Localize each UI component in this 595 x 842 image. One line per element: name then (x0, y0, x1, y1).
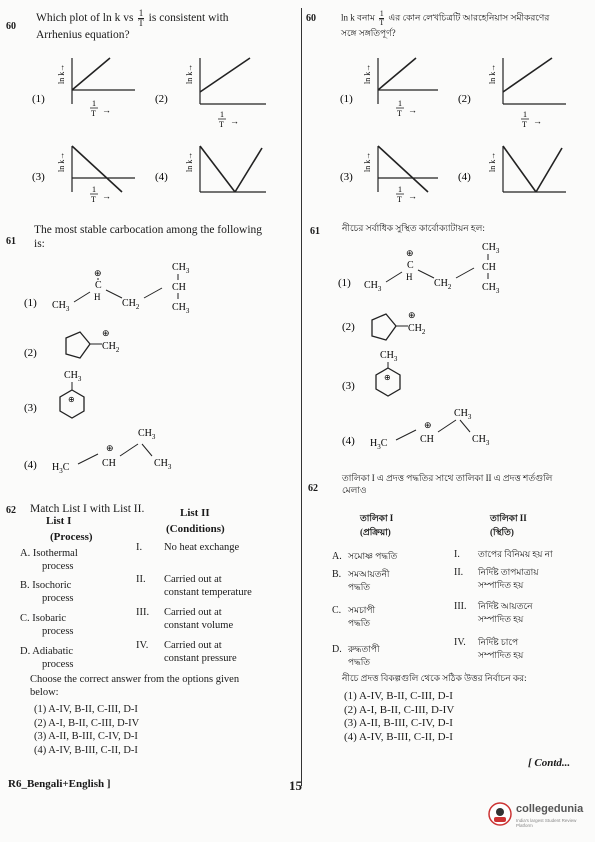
svg-text:CH: CH (102, 458, 116, 469)
q61-structures-en (22, 256, 300, 481)
collegedunia-logo (488, 800, 593, 834)
q62-choose-bn: নীচে প্রদত্ত বিকল্পগুলি থেকে সঠিক উত্তর নির্বাচন কর: (342, 673, 527, 683)
q62-number: 62 (6, 505, 16, 516)
svg-text:1: 1 (398, 99, 402, 108)
svg-text:ln k→: ln k→ (363, 63, 372, 84)
bn-list2-title: তালিকা II (490, 513, 527, 523)
q60-graphs-bn (338, 52, 588, 202)
svg-text:T: T (397, 109, 402, 118)
svg-text:CH3: $CH_3$ (64, 370, 82, 383)
svg-text:(4): (4) (24, 459, 37, 471)
graph-3-en (32, 146, 135, 202)
svg-text:CH3: $CH_3$ (380, 350, 398, 363)
q62-option-1[interactable]: (1) A-IV, B-II, C-III, D-I (34, 704, 138, 715)
svg-text:H3C: $H_3C$ (52, 462, 70, 475)
svg-text:T: T (397, 195, 402, 202)
svg-text:→: → (230, 116, 239, 126)
q62-options-en (34, 703, 139, 757)
list1-item-b: B. Isochoric process (20, 580, 74, 604)
list2-title: List II (180, 507, 210, 519)
svg-text:H: H (406, 272, 413, 282)
q60-text-en: Which plot of ln k vs $\frac{1}{T}$ is consistent with Arrhenius equation? (36, 8, 229, 41)
svg-text:(3): (3) (24, 402, 37, 414)
svg-text:→: → (408, 191, 417, 201)
q61-number: 61 (6, 236, 16, 247)
q61-opt3-structure (24, 370, 84, 418)
svg-text:⊕: ⊕ (106, 443, 114, 453)
list1-item-c: C. Isobaric process (20, 613, 74, 637)
svg-text:→: → (533, 116, 542, 126)
bn-list1-sub: (প্রক্রিয়া) (360, 527, 391, 537)
bn-list2-item-iii: III. নির্দিষ্ট আয়তনে সম্পাদিত হয় (454, 601, 533, 624)
q61-structures-bn (336, 234, 586, 459)
list2-sub: (Conditions) (166, 523, 225, 535)
contd-label: [ Contd... (528, 757, 571, 769)
bn-list1-item-d: D. রুদ্ধতাপী পদ্ধতি (332, 644, 380, 667)
svg-text:→: → (408, 105, 417, 115)
svg-text:ln k→: ln k→ (488, 151, 497, 172)
svg-text:T: T (91, 109, 96, 118)
svg-text:CH: CH (420, 434, 434, 445)
graph-2-en (155, 58, 266, 129)
footer-code: R6_Bengali+English ] (8, 778, 111, 790)
svg-text:⊕: ⊕ (68, 395, 75, 404)
q62-number-bn: 62 (308, 483, 318, 494)
svg-text:(4): (4) (342, 435, 355, 447)
svg-text:→: → (102, 105, 111, 115)
logo-icon (488, 802, 512, 826)
svg-text:(3): (3) (32, 171, 45, 183)
bn-list1-title: তালিকা I (360, 513, 394, 523)
logo-name: collegedunia (516, 803, 584, 815)
svg-text:1: 1 (92, 99, 96, 108)
svg-text:1: 1 (398, 185, 402, 194)
q62-bn-option-1[interactable]: (1) A-IV, B-II, C-III, D-I (344, 690, 453, 702)
logo-tagline: India's largest Student Review Platform (516, 818, 577, 828)
graph-1-en (32, 58, 135, 118)
svg-text:⊕: ⊕ (102, 328, 110, 338)
opt-label: (1) (32, 93, 45, 105)
bn-list1-item-c: C. সমচাপী পদ্ধতি (332, 605, 376, 628)
svg-text:ln k→: ln k→ (363, 151, 372, 172)
q60-number-bn: 60 (306, 13, 316, 24)
bn-list2-item-i: I. তাপের বিনিময় হয় না (454, 549, 553, 560)
svg-text:⊕: ⊕ (94, 268, 102, 278)
q61-opt2-structure (24, 328, 120, 359)
q61-text-bn: নীচের সর্বাধিক সুস্থিত কার্বোক্যাটায়ন হল: (342, 223, 485, 233)
svg-text:(2): (2) (155, 93, 168, 105)
svg-text:(1): (1) (24, 297, 37, 309)
list1-title: List I (46, 515, 72, 527)
svg-text:(4): (4) (458, 171, 471, 183)
svg-text:CH2: $CH_2$ (434, 278, 452, 291)
list1-sub: (Process) (50, 531, 93, 543)
svg-text:→: → (102, 191, 111, 201)
svg-text:1: 1 (523, 110, 527, 119)
svg-text:CH2: $CH_2$ (102, 341, 120, 354)
svg-text:CH3: $CH_3$ (482, 282, 500, 295)
svg-text:H: H (94, 292, 101, 302)
q60-text-bn: ln k বনাম $\frac{1}{T}$ এর কোন লেখচিত্রটি আরহেনিয়াস সমীকরণের সঙ্গে সঙ্গতিপূর্ণ? (341, 9, 550, 38)
svg-text:ln k→: ln k→ (185, 63, 194, 84)
svg-text:T: T (522, 120, 527, 129)
svg-text:T: T (219, 120, 224, 129)
q62-option-4[interactable]: (4) A-IV, B-III, C-II, D-I (34, 744, 138, 756)
q62-choose-en: Choose the correct answer from the options given below: (30, 674, 240, 698)
q61-opt4-structure (24, 428, 172, 475)
bn-list2-item-iv: IV. নির্দিষ্ট চাপে সম্পাদিত হয় (454, 637, 524, 660)
q60-number: 60 (6, 21, 16, 32)
list2-item-iii: III. Carried out at constant volume (136, 607, 234, 631)
svg-text:⊕: ⊕ (384, 373, 391, 382)
svg-text:⊕: ⊕ (408, 310, 416, 320)
svg-text:CH2: $CH_2$ (408, 323, 426, 336)
bn-list1-item-a: A. সমোষ্ণ পদ্ধতি (332, 551, 398, 562)
bn-list2-sub: (স্থিতি) (490, 527, 514, 537)
svg-text:(3): (3) (342, 380, 355, 392)
q62-text-en: Match List I with List II. (30, 503, 145, 515)
q61-text-en: The most stable carbocation among the following is: (34, 224, 263, 250)
svg-text:C: C (95, 280, 102, 291)
svg-text:(4): (4) (155, 171, 168, 183)
svg-text:CH: CH (172, 282, 186, 293)
q62-options-bn (344, 690, 454, 744)
list2-item-i: I. No heat exchange (136, 542, 240, 553)
svg-text:1: 1 (92, 185, 96, 194)
svg-text:⊕: ⊕ (424, 420, 432, 430)
svg-text:(2): (2) (24, 347, 37, 359)
svg-text:H3C: $H_3C$ (370, 438, 388, 451)
svg-text:CH3: $CH_3$ (172, 262, 190, 275)
q61-opt1-structure (24, 262, 190, 315)
svg-text:(1): (1) (340, 93, 353, 105)
svg-text:ln k→: ln k→ (488, 63, 497, 84)
svg-text:(2): (2) (458, 93, 471, 105)
q62-option-3[interactable]: (3) A-II, B-III, C-IV, D-I (34, 731, 138, 742)
bn-list1-item-b: B. সমআয়তনী পদ্ধতি (332, 569, 390, 592)
svg-text:CH3: $CH_3$ (172, 302, 190, 315)
list2-item-iv: IV. Carried out at constant pressure (136, 640, 237, 664)
column-divider (301, 8, 302, 786)
svg-text:(2): (2) (342, 321, 355, 333)
svg-text:T: T (91, 195, 96, 202)
svg-text:CH3: $CH_3$ (52, 300, 70, 313)
svg-text:CH3: $CH_3$ (454, 408, 472, 421)
q62-lists-bn (330, 500, 592, 670)
q60-graphs-en (30, 52, 300, 202)
q61-number-bn: 61 (310, 226, 320, 237)
list1-item-a: A. Isothermal process (20, 548, 78, 572)
svg-text:ln k→: ln k→ (57, 63, 66, 84)
svg-text:C: C (407, 260, 414, 271)
list1-item-d: D. Adiabatic process (20, 646, 74, 670)
svg-text:(3): (3) (340, 171, 353, 183)
svg-text:ln k→: ln k→ (57, 151, 66, 172)
svg-text:CH3: $CH_3$ (482, 242, 500, 255)
graph-4-en (155, 146, 266, 192)
q62-bn-option-4[interactable]: (4) A-IV, B-III, C-II, D-I (344, 730, 453, 743)
svg-text:CH: CH (482, 262, 496, 273)
svg-text:CH2: $CH_2$ (122, 298, 140, 311)
svg-text:CH3: $CH_3$ (472, 434, 490, 447)
q62-text-bn: তালিকা I এ প্রদত্ত পদ্ধতির সাথে তালিকা II এ প্রদত্ত শর্তগুলি মেলাও (342, 473, 553, 495)
page-number: 15 (289, 778, 302, 793)
q62-option-2[interactable]: (2) A-I, B-II, C-III, D-IV (34, 717, 140, 729)
svg-text:(1): (1) (338, 277, 351, 289)
svg-text:CH3: $CH_3$ (364, 280, 382, 293)
list2-item-ii: II. Carried out at constant temperature (136, 574, 252, 598)
svg-text:ln k→: ln k→ (185, 151, 194, 172)
svg-text:1: 1 (220, 110, 224, 119)
svg-text:CH3: $CH_3$ (154, 458, 172, 471)
svg-text:⊕: ⊕ (406, 248, 414, 258)
q62-bn-option-3[interactable]: (3) A-II, B-III, C-IV, D-I (344, 717, 453, 729)
bn-list2-item-ii: II. নির্দিষ্ট তাপমাত্রায় সম্পাদিত হয় (454, 567, 539, 590)
svg-text:CH3: $CH_3$ (138, 428, 156, 441)
q62-bn-option-2[interactable]: (2) A-I, B-II, C-III, D-IV (344, 703, 455, 716)
